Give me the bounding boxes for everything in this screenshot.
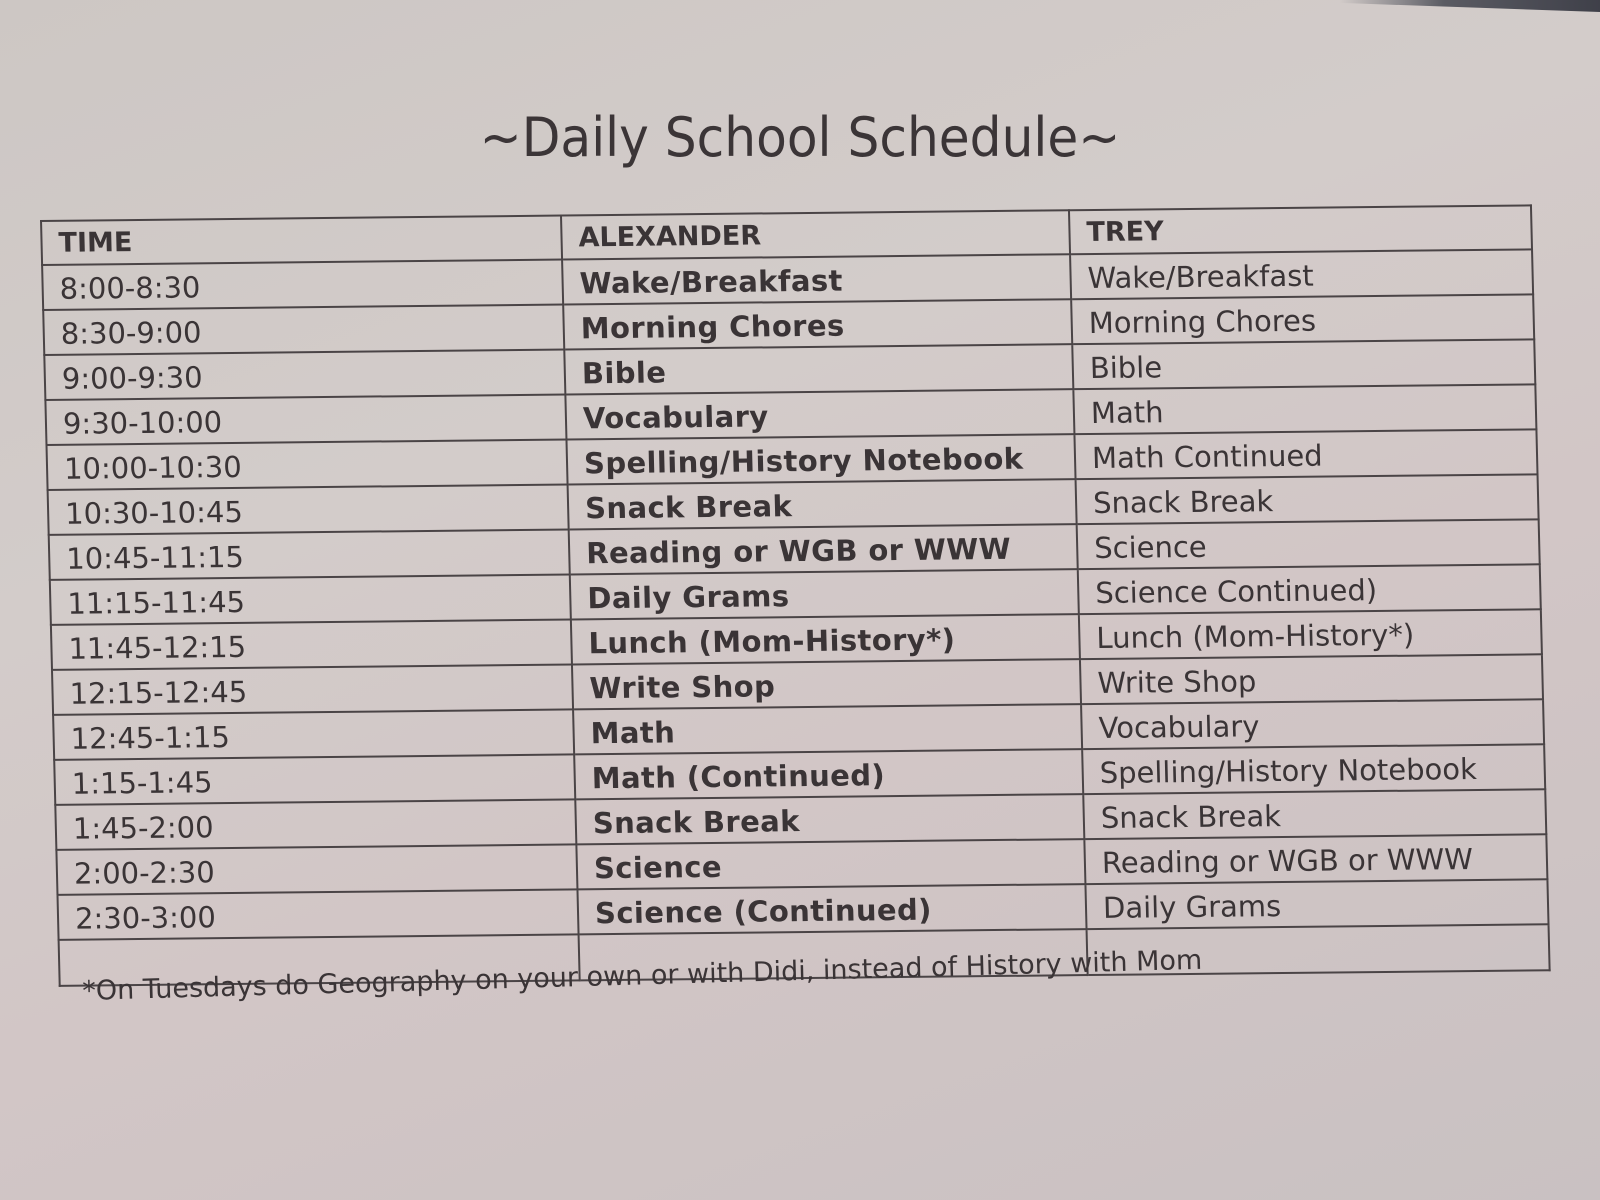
alexander-cell: Daily Grams xyxy=(570,569,1079,619)
time-cell: 2:00-2:30 xyxy=(56,844,577,894)
trey-cell: Science Continued) xyxy=(1078,564,1541,614)
trey-cell: Reading or WGB or WWW xyxy=(1084,834,1547,884)
trey-cell: Math xyxy=(1073,384,1536,434)
header-time: TIME xyxy=(41,216,562,265)
time-cell: 8:30-9:00 xyxy=(43,305,564,355)
alexander-cell: Snack Break xyxy=(568,479,1077,529)
trey-cell: Science xyxy=(1077,519,1540,569)
trey-cell: Math Continued xyxy=(1074,429,1537,479)
time-cell: 10:45-11:15 xyxy=(49,529,570,579)
alexander-cell: Spelling/History Notebook xyxy=(566,434,1075,484)
alexander-cell: Write Shop xyxy=(572,659,1081,709)
time-cell: 11:15-11:45 xyxy=(50,574,571,624)
trey-cell: Daily Grams xyxy=(1085,879,1548,929)
time-cell: 1:15-1:45 xyxy=(54,754,575,804)
time-cell: 12:45-1:15 xyxy=(53,709,574,759)
time-cell: 10:00-10:30 xyxy=(46,439,567,489)
time-cell: 12:15-12:45 xyxy=(52,664,573,714)
page-title: ~Daily School Schedule~ xyxy=(479,106,1121,169)
time-cell: 9:30-10:00 xyxy=(45,395,566,445)
time-cell: 11:45-12:15 xyxy=(51,619,572,669)
trey-cell: Write Shop xyxy=(1080,654,1543,704)
alexander-cell: Lunch (Mom-History*) xyxy=(571,614,1080,664)
trey-cell: Snack Break xyxy=(1076,474,1539,524)
alexander-cell: Wake/Breakfast xyxy=(562,254,1071,304)
alexander-cell: Vocabulary xyxy=(565,389,1074,439)
alexander-cell: Math (Continued) xyxy=(574,749,1083,799)
header-trey: TREY xyxy=(1069,205,1532,254)
schedule-table-container xyxy=(40,204,1549,986)
time-cell: 8:00-8:30 xyxy=(42,260,563,310)
trey-cell: Wake/Breakfast xyxy=(1070,249,1533,299)
trey-cell: Vocabulary xyxy=(1081,699,1544,749)
time-cell: 2:30-3:00 xyxy=(57,889,578,939)
trey-cell: Spelling/History Notebook xyxy=(1082,744,1545,794)
trey-cell: Snack Break xyxy=(1083,789,1546,839)
trey-cell: Lunch (Mom-History*) xyxy=(1079,609,1542,659)
alexander-cell: Science xyxy=(576,839,1085,889)
time-cell: 1:45-2:00 xyxy=(55,799,576,849)
trey-cell: Bible xyxy=(1072,339,1535,389)
alexander-cell: Reading or WGB or WWW xyxy=(569,524,1078,574)
alexander-cell: Bible xyxy=(564,344,1073,394)
trey-cell: Morning Chores xyxy=(1071,294,1534,344)
alexander-cell: Science (Continued) xyxy=(577,884,1086,934)
alexander-cell: Morning Chores xyxy=(563,299,1072,349)
time-cell: 9:00-9:30 xyxy=(44,350,565,400)
schedule-table xyxy=(40,204,1551,986)
footnote: *On Tuesdays do Geography on your own or with Didi, instead of History with Mom xyxy=(82,944,1203,1007)
time-cell: 10:30-10:45 xyxy=(48,484,569,534)
alexander-cell: Math xyxy=(573,704,1082,754)
alexander-cell: Snack Break xyxy=(575,794,1084,844)
header-alexander: ALEXANDER xyxy=(561,210,1070,259)
